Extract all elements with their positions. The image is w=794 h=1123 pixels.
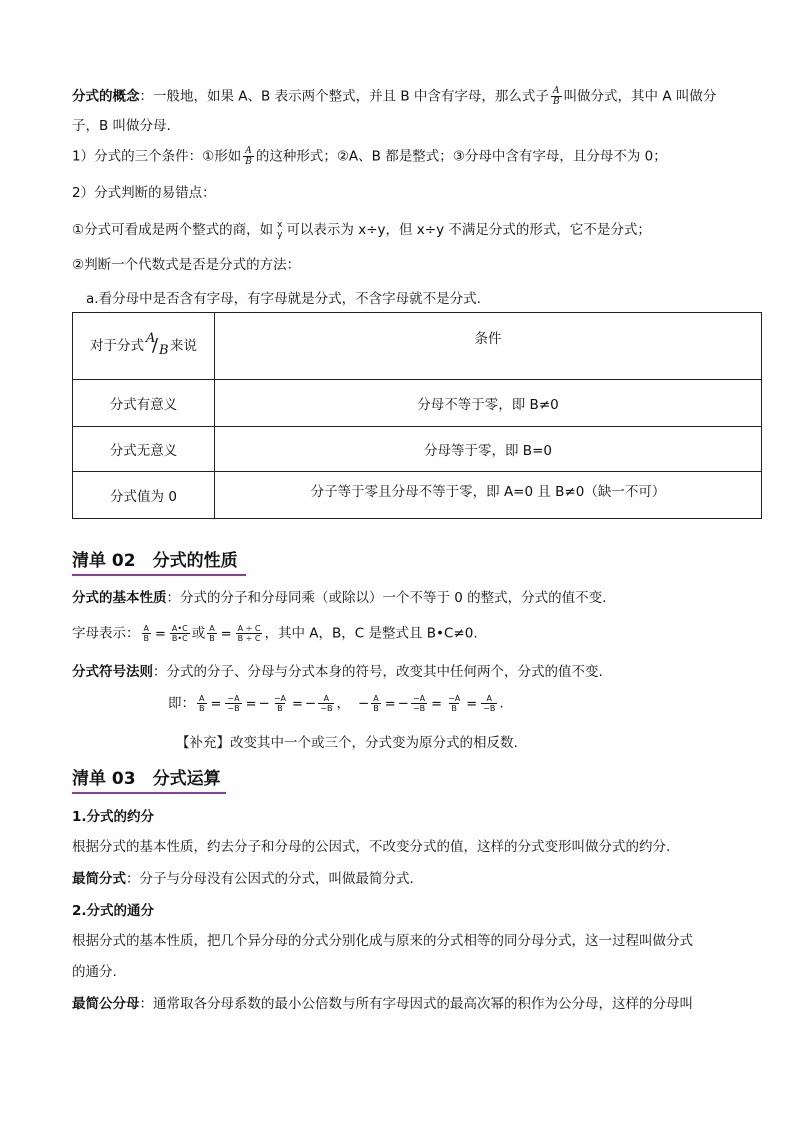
fraction-nega-over-b: $\frac{-A}{B}$: [273, 694, 287, 713]
lcd-line: [72, 995, 693, 1013]
section-02-underline: [72, 574, 246, 576]
reduction-text: 根据分式的基本性质，约去分子和分母的公因式，不改变分式的值，这样的分式变形叫做分式的约分.: [72, 839, 671, 855]
fraction-a-over-b: $\frac{A}{B}$: [209, 624, 215, 643]
table-row: [73, 380, 762, 427]
error-point-a: a.看分母中是否含有字母，有字母就是分式，不含字母就不是分式.: [86, 291, 481, 307]
supplement-text: 改变其中一个或三个，分式变为原分式的相反数.: [230, 735, 518, 751]
period: .: [499, 695, 504, 712]
fraction-a-over-negb: $\frac{A}{-B}$: [320, 694, 333, 713]
error-points-title: 2）分式判断的易错点：: [72, 185, 216, 201]
error-point-1-text-b: 可以表示为 x÷y，但 x÷y 不满足分式的形式，它不是分式；: [286, 222, 651, 238]
error-point-1-text-a: ①分式可看成是两个整式的商，如: [72, 222, 274, 238]
sign-rule-label: 分式符号法则: [72, 664, 153, 680]
table-row: [73, 472, 762, 519]
table-header-left: [73, 313, 215, 380]
table-header-row: [73, 313, 762, 380]
basic-property-line: [72, 589, 606, 607]
row-condition: 分母不等于零，即 B≠0: [215, 380, 762, 427]
equals-sign: =: [292, 696, 303, 712]
supplement-line: [176, 734, 518, 752]
fraction-nega-over-b: $\frac{-A}{B}$: [448, 694, 461, 713]
fraction-a-slash-b: A / B: [146, 331, 169, 358]
equals-sign: =: [431, 696, 443, 712]
conditions-text-a: 1）分式的三个条件：①形如: [72, 148, 242, 165]
lcd-label: 最简公分母: [72, 996, 140, 1012]
fraction-conditions-table: [72, 312, 762, 519]
letters-tail: ，其中 A，B，C 是整式且 B•C≠0.: [264, 625, 478, 642]
equals-sign: =: [220, 626, 232, 642]
row-condition: 分子等于零且分母不等于零，即 A=0 且 B≠0（缺一不可）: [215, 472, 762, 519]
row-label: 分式有意义: [73, 380, 215, 427]
fraction-ac-over-bc: $\frac{A•C}{B•C}$: [171, 624, 188, 643]
row-condition: 分母等于零，即 B=0: [215, 427, 762, 472]
common-denominator-title: 2.分式的通分: [72, 903, 155, 919]
comma: ，: [336, 695, 350, 712]
row-label: 分式无意义: [73, 427, 215, 472]
equals-sign: =: [155, 626, 166, 642]
basic-property-text: ：分式的分子和分母同乘（或除以）一个不等于 0 的整式，分式的值不变.: [166, 590, 607, 606]
error-point-1: [72, 220, 651, 240]
minus-sign: −: [397, 695, 409, 712]
simplest-fraction-line: [72, 870, 414, 888]
fraction-a-over-b: $\frac{A}{B}$: [245, 146, 252, 167]
minus-sign: −: [258, 695, 270, 712]
simplest-fraction-text: ：分子与分母没有公因式的分式，叫做最简分式.: [126, 871, 414, 887]
sign-rule-line: [72, 663, 603, 681]
fraction-x-over-y: x y: [277, 220, 283, 240]
concept-label: 分式的概念: [72, 88, 140, 105]
concept-text-a: ：一般地，如果 A、B 表示两个整式，并且 B 中含有字母，那么式子: [139, 88, 549, 105]
fraction-nega-over-negb: $\frac{-A}{-B}$: [227, 694, 240, 713]
section-03-title: 清单 03 分式运算: [72, 769, 221, 789]
row-label: 分式值为 0: [73, 472, 215, 519]
minus-sign: −: [357, 695, 370, 712]
conditions-text-b: 的这种形式；②A、B 都是整式；③分母中含有字母，且分母不为 0；: [255, 148, 667, 165]
fraction-a-over-b: $\frac{A}{B}$: [143, 624, 149, 643]
conditions-line: [72, 146, 667, 167]
sign-rule-formula: [168, 694, 504, 714]
ji-label: 即：: [168, 695, 195, 712]
sign-rule-text: ：分式的分子、分母与分式本身的符号，改变其中任何两个，分式的值不变.: [153, 664, 603, 680]
lcd-text: ：通常取各分母系数的最小公倍数与所有字母因式的最高次幂的积作为公分母，这样的分母叫: [139, 996, 693, 1012]
reduction-title: 1.分式的约分: [72, 809, 155, 825]
supplement-label: 【补充】: [176, 735, 230, 751]
common-denominator-text-1: 根据分式的基本性质，把几个异分母的分式分别化成与原来的分式相等的同分母分式，这一过程叫做分式: [72, 933, 693, 949]
fraction-a-over-negb: $\frac{A}{-B}$: [483, 694, 496, 713]
table-header-right: 条件: [215, 313, 762, 380]
section-02-title: 清单 02 分式的性质: [72, 551, 238, 571]
fraction-a-div-c-over-b-div-c: $\frac{A \div C}{B \div C}$: [237, 624, 261, 643]
concept-line-2: 子，B 叫做分母.: [72, 118, 171, 134]
equals-sign: =: [210, 696, 222, 712]
basic-property-label: 分式的基本性质: [72, 590, 167, 606]
table-row: [73, 427, 762, 472]
or-text: 或: [191, 625, 206, 642]
equals-sign: =: [466, 696, 478, 712]
fraction-a-over-b: $\frac{A}{B}$: [373, 694, 379, 713]
minus-sign: −: [304, 695, 317, 712]
header-left-text-a: 对于分式: [90, 338, 144, 354]
error-point-2: ②判断一个代数式是否是分式的方法：: [72, 257, 301, 273]
header-left-text-b: 来说: [170, 338, 197, 354]
fraction-a-over-b: $\frac{A}{B}$: [199, 694, 205, 713]
fraction-nega-over-negb: $\frac{-A}{-B}$: [412, 694, 426, 713]
equals-sign: =: [384, 696, 396, 712]
letters-formula-line: [72, 624, 478, 644]
section-03-underline: [72, 792, 226, 794]
concept-line-1: [72, 86, 716, 107]
fraction-a-over-b: $\frac{A}{B}$: [552, 86, 560, 107]
letters-label: 字母表示：: [72, 625, 140, 642]
equals-sign: =: [245, 696, 257, 712]
simplest-fraction-label: 最简分式: [72, 871, 126, 887]
concept-text-b: 叫做分式，其中 A 叫做分: [563, 88, 717, 105]
common-denominator-text-2: 的通分.: [72, 964, 117, 980]
